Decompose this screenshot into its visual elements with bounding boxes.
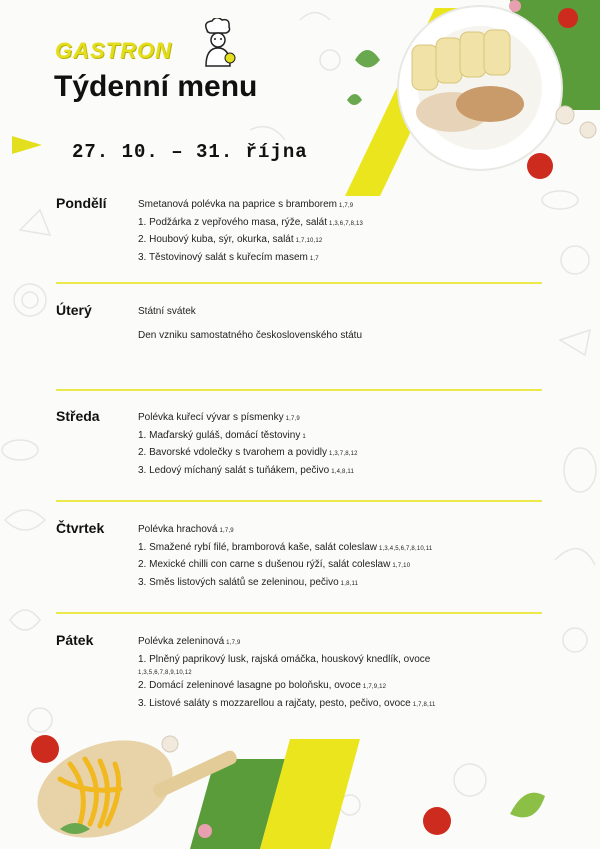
menu-item: 3. Směs listových salátů se zeleninou, pečivo 1,8,11 bbox=[138, 576, 359, 588]
menu-item: 1. Maďarský guláš, domácí těstoviny 1 bbox=[138, 429, 306, 441]
soup-line bbox=[138, 197, 548, 215]
soup-name: Polévka zeleninová bbox=[138, 636, 225, 647]
soup-name: Polévka kuřecí vývar s písmenky bbox=[138, 412, 284, 423]
menu-item: 2. Mexické chilli con carne s dušenou rýží, salát coleslaw 1,7,10 bbox=[138, 559, 411, 570]
allergens: 1,7,9 bbox=[285, 416, 300, 422]
soup-name: Polévka hrachová bbox=[138, 524, 218, 535]
day-name: Úterý bbox=[56, 302, 92, 318]
brand-logo: GASTRON bbox=[55, 38, 172, 63]
menu-item: 3. Těstovinový salát s kuřecím masem 1,7 bbox=[138, 251, 319, 263]
day-name: Pondělí bbox=[56, 195, 107, 211]
allergens-wrapped: 1,3,5,6,7,8,9,10,12 bbox=[138, 670, 192, 676]
day-menu bbox=[138, 304, 548, 343]
chef-icon bbox=[196, 18, 240, 70]
menu-item: 1. Plněný paprikový lusk, rajská omáčka, houskový knedlík, ovoce bbox=[138, 653, 431, 665]
allergens: 1 bbox=[302, 433, 306, 440]
allergens: 1,8,11 bbox=[340, 580, 359, 587]
pasta-spoon-image bbox=[0, 709, 600, 849]
allergens: 1,4,8,11 bbox=[331, 468, 355, 475]
day-name: Středa bbox=[56, 408, 100, 424]
menu-item: 2. Houbový kuba, sýr, okurka, salát 1,7,10,12 bbox=[138, 234, 323, 245]
menu-item: 2. Domácí zeleninové lasagne po boloňsku, ovoce 1,7,9,12 bbox=[138, 680, 387, 691]
page-title: Týdenní menu bbox=[54, 70, 258, 103]
soup-line bbox=[138, 634, 548, 652]
allergens: 1,7,10 bbox=[392, 563, 411, 569]
allergens: 1,3,6,7,8,13 bbox=[328, 220, 364, 227]
arrow-icon bbox=[12, 136, 42, 154]
separator bbox=[56, 282, 542, 284]
day-menu bbox=[138, 410, 548, 480]
day-name: Čtvrtek bbox=[56, 520, 105, 536]
day-menu bbox=[138, 522, 548, 592]
allergens: 1,7,9 bbox=[339, 203, 354, 209]
menu-item: 1. Podžárka z vepřového masa, rýže, salát 1,3,6,7,8,13 bbox=[138, 216, 364, 228]
separator bbox=[56, 612, 542, 614]
allergens: 1,7,9 bbox=[226, 640, 241, 646]
allergens: 1,7,9 bbox=[219, 528, 234, 534]
allergens: 1,7,10,12 bbox=[295, 238, 323, 244]
soup-name: Smetanová polévka na paprice s bramborem bbox=[138, 199, 337, 210]
menu-item: 2. Bavorské vdolečky s tvarohem a povidly 1,3,7,8,12 bbox=[138, 447, 358, 458]
allergens: 1,7,8,11 bbox=[412, 701, 436, 708]
soup-line bbox=[138, 410, 548, 428]
separator bbox=[56, 500, 542, 502]
food-plate-image bbox=[340, 0, 600, 200]
menu-item: 1. Smažené rybí filé, bramborová kaše, salát coleslaw 1,3,4,5,6,7,8,10,11 bbox=[138, 541, 433, 553]
day-menu bbox=[138, 634, 548, 713]
menu-item: 3. Listové saláty s mozzarellou a rajčaty, pesto, pečivo, ovoce 1,7,8,11 bbox=[138, 697, 436, 709]
soup-line bbox=[138, 522, 548, 540]
holiday-line: Státní svátek bbox=[138, 306, 196, 317]
allergens: 1,3,7,8,12 bbox=[328, 451, 358, 457]
day-menu bbox=[138, 197, 548, 267]
holiday-description: Den vzniku samostatného československého státu bbox=[138, 329, 363, 341]
menu-item: 3. Ledový míchaný salát s tuňákem, pečivo 1,4,8,11 bbox=[138, 464, 355, 476]
allergens: 1,7,9,12 bbox=[362, 684, 387, 690]
day-name: Pátek bbox=[56, 632, 94, 648]
date-range: 27. 10. – 31. října bbox=[72, 141, 308, 163]
allergens: 1,3,4,5,6,7,8,10,11 bbox=[379, 545, 433, 552]
allergens: 1,7 bbox=[309, 255, 319, 262]
separator bbox=[56, 389, 542, 391]
